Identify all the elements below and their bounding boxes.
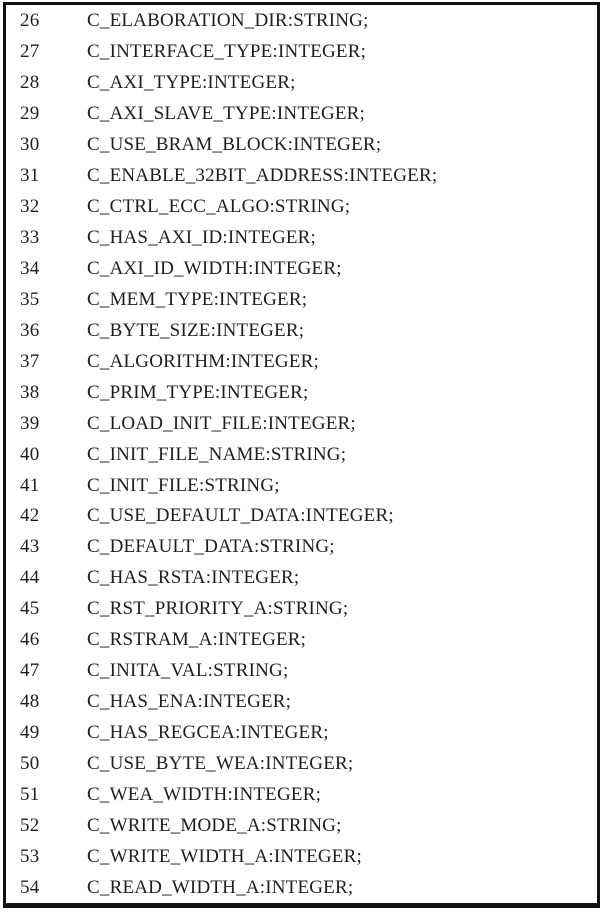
line-number: 42	[20, 505, 40, 527]
line-code: C_USE_BRAM_BLOCK:INTEGER;	[87, 134, 382, 156]
code-line	[20, 408, 597, 439]
line-code: C_WEA_WIDTH:INTEGER;	[87, 783, 322, 805]
line-number: 49	[20, 722, 40, 744]
line-code: C_INITA_VAL:STRING;	[87, 660, 289, 682]
code-line	[20, 810, 597, 841]
line-number: 28	[20, 72, 40, 94]
line-number: 52	[20, 814, 40, 836]
line-number: 36	[20, 319, 40, 341]
line-code: C_INIT_FILE:STRING;	[87, 474, 280, 496]
line-code: C_LOAD_INIT_FILE:INTEGER;	[87, 412, 356, 434]
line-number: 30	[20, 134, 40, 156]
code-line	[20, 779, 597, 810]
line-code: C_RST_PRIORITY_A:STRING;	[87, 598, 349, 620]
code-line	[20, 625, 597, 656]
line-code: C_AXI_SLAVE_TYPE:INTEGER;	[87, 103, 366, 125]
line-number: 27	[20, 41, 40, 63]
line-number: 54	[20, 876, 40, 898]
code-line	[20, 841, 597, 872]
line-code: C_USE_BYTE_WEA:INTEGER;	[87, 752, 354, 774]
code-line	[20, 254, 597, 285]
line-code: C_PRIM_TYPE:INTEGER;	[87, 381, 309, 403]
line-number: 48	[20, 691, 40, 713]
code-line	[20, 223, 597, 254]
code-line	[20, 687, 597, 718]
line-code: C_HAS_ENA:INTEGER;	[87, 691, 292, 713]
line-code: C_ENABLE_32BIT_ADDRESS:INTEGER;	[87, 165, 438, 187]
code-line	[20, 749, 597, 780]
code-line	[20, 130, 597, 161]
code-line	[20, 346, 597, 377]
line-code: C_RSTRAM_A:INTEGER;	[87, 629, 307, 651]
line-number: 41	[20, 474, 40, 496]
line-code: C_ELABORATION_DIR:STRING;	[87, 10, 369, 32]
line-number: 31	[20, 165, 40, 187]
code-line	[20, 439, 597, 470]
line-code: C_AXI_ID_WIDTH:INTEGER;	[87, 257, 342, 279]
line-code: C_HAS_AXI_ID:INTEGER;	[87, 227, 317, 249]
code-line	[20, 68, 597, 99]
line-number: 37	[20, 350, 40, 372]
line-number: 46	[20, 629, 40, 651]
line-number: 53	[20, 845, 40, 867]
line-code: C_HAS_RSTA:INTEGER;	[87, 567, 300, 589]
code-line	[20, 315, 597, 346]
line-code: C_CTRL_ECC_ALGO:STRING;	[87, 196, 351, 218]
line-code: C_AXI_TYPE:INTEGER;	[87, 72, 296, 94]
line-number: 34	[20, 257, 40, 279]
line-number: 29	[20, 103, 40, 125]
code-line	[20, 872, 597, 903]
line-number: 44	[20, 567, 40, 589]
line-number: 35	[20, 288, 40, 310]
line-code: C_INTERFACE_TYPE:INTEGER;	[87, 41, 367, 63]
line-code: C_ALGORITHM:INTEGER;	[87, 350, 319, 372]
code-line	[20, 6, 597, 37]
line-code: C_HAS_REGCEA:INTEGER;	[87, 722, 329, 744]
code-line	[20, 656, 597, 687]
line-code: C_USE_DEFAULT_DATA:INTEGER;	[87, 505, 394, 527]
line-code: C_DEFAULT_DATA:STRING;	[87, 536, 335, 558]
line-number: 50	[20, 752, 40, 774]
code-line	[20, 161, 597, 192]
code-line	[20, 594, 597, 625]
code-line	[20, 470, 597, 501]
code-line	[20, 192, 597, 223]
line-number: 39	[20, 412, 40, 434]
line-code: C_WRITE_WIDTH_A:INTEGER;	[87, 845, 362, 867]
code-line	[20, 377, 597, 408]
code-listing-frame	[3, 2, 600, 908]
line-number: 45	[20, 598, 40, 620]
line-number: 32	[20, 196, 40, 218]
code-line	[20, 284, 597, 315]
code-listing	[6, 5, 597, 903]
line-number: 43	[20, 536, 40, 558]
code-line	[20, 37, 597, 68]
code-line	[20, 99, 597, 130]
code-line	[20, 532, 597, 563]
line-number: 47	[20, 660, 40, 682]
line-code: C_INIT_FILE_NAME:STRING;	[87, 443, 347, 465]
code-line	[20, 563, 597, 594]
line-number: 40	[20, 443, 40, 465]
line-number: 51	[20, 783, 40, 805]
code-line	[20, 501, 597, 532]
line-code: C_WRITE_MODE_A:STRING;	[87, 814, 342, 836]
line-number: 33	[20, 227, 40, 249]
line-code: C_READ_WIDTH_A:INTEGER;	[87, 876, 354, 898]
line-code: C_BYTE_SIZE:INTEGER;	[87, 319, 305, 341]
line-code: C_MEM_TYPE:INTEGER;	[87, 288, 308, 310]
line-number: 38	[20, 381, 40, 403]
line-number: 26	[20, 10, 40, 32]
code-line	[20, 718, 597, 749]
